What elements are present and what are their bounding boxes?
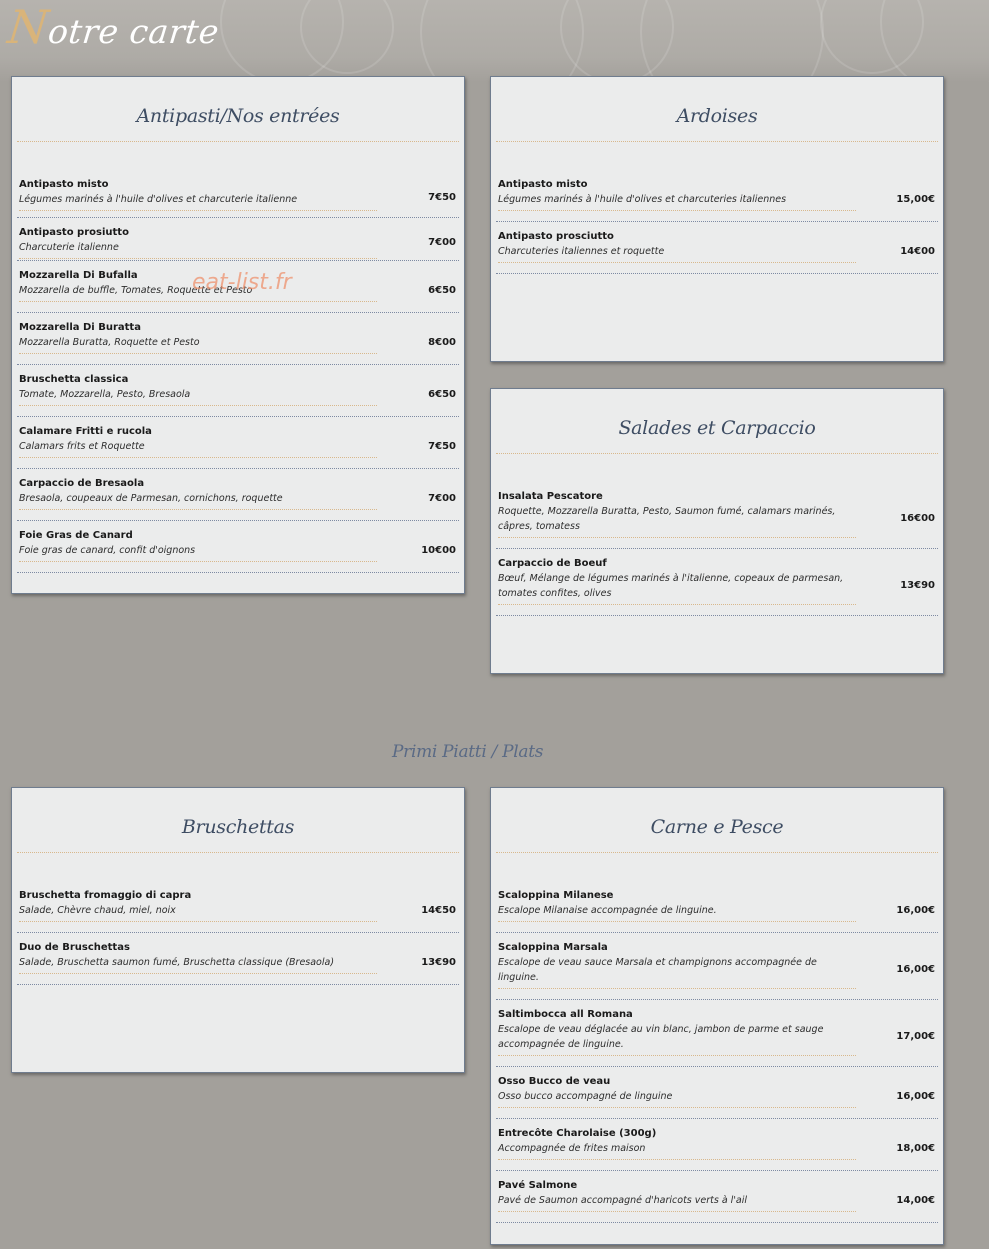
- item-description: Accompagnée de frites maison: [498, 1141, 856, 1160]
- item-description: Tomate, Mozzarella, Pesto, Bresaola: [19, 387, 377, 406]
- item-description: Charcuterie italienne: [19, 240, 377, 259]
- item-price: 17,00€: [896, 1030, 935, 1042]
- item-price: 7€50: [428, 191, 456, 203]
- item-description: Calamars frits et Roquette: [19, 439, 377, 458]
- card-title: Carne e Pesce: [650, 816, 784, 838]
- ornament-swirl: [420, 0, 584, 82]
- item-name: Osso Bucco de veau: [498, 1076, 611, 1087]
- menu-item: [17, 178, 459, 218]
- item-price: 7€00: [428, 492, 456, 504]
- item-price: 14€00: [900, 245, 935, 257]
- card-title: Ardoises: [676, 105, 758, 127]
- ornament-swirl: [880, 0, 989, 82]
- item-price: 15,00€: [896, 193, 935, 205]
- card-title: Bruschettas: [181, 816, 295, 838]
- card-title: Salades et Carpaccio: [618, 417, 816, 439]
- item-name: Carpaccio de Boeuf: [498, 558, 607, 569]
- menu-item: [17, 941, 459, 985]
- item-description: Mozzarella Buratta, Roquette et Pesto: [19, 335, 377, 354]
- menu-item: [496, 178, 938, 222]
- item-price: 16€00: [900, 512, 935, 524]
- item-description: Bœuf, Mélange de légumes marinés à l'italienne, copeaux de parmesan, tomates confites, olives: [498, 571, 856, 605]
- item-price: 10€00: [421, 544, 456, 556]
- item-price: 14€50: [421, 904, 456, 916]
- ornament-swirl: [640, 0, 824, 82]
- item-description: Escalope Milanaise accompagnée de linguine.: [498, 903, 856, 922]
- menu-item: [496, 557, 938, 616]
- item-description: Charcuteries italiennes et roquette: [498, 244, 856, 263]
- item-name: Antipasto prosciutto: [498, 231, 614, 242]
- menu-item: [496, 490, 938, 549]
- page-title-initial: N: [5, 0, 52, 54]
- menu-card-salades: [490, 388, 944, 674]
- menu-card-bruschettas: [11, 787, 465, 1073]
- menu-item: [17, 889, 459, 933]
- item-name: Scaloppina Milanese: [498, 890, 614, 901]
- menu-item: [496, 889, 938, 933]
- item-name: Carpaccio de Bresaola: [19, 478, 145, 489]
- page-title: [5, 0, 222, 54]
- item-name: Mozzarella Di Bufalla: [19, 270, 138, 281]
- item-price: 16,00€: [896, 1090, 935, 1102]
- menu-item: [496, 1179, 938, 1223]
- item-price: 13€90: [421, 956, 456, 968]
- item-description: Légumes marinés à l'huile d'olives et charcuterie italienne: [19, 192, 377, 211]
- item-price: 18,00€: [896, 1142, 935, 1154]
- section-heading: Primi Piatti / Plats: [392, 742, 544, 762]
- page-title-rest: otre carte: [46, 12, 222, 51]
- menu-item: [17, 529, 459, 573]
- item-description: Mozzarella de buffle, Tomates, Roquette et Pesto: [19, 283, 377, 302]
- item-description: Légumes marinés à l'huile d'olives et charcuteries italiennes: [498, 192, 856, 211]
- item-name: Mozzarella Di Buratta: [19, 322, 141, 333]
- menu-item: [496, 941, 938, 1000]
- menu-item: [17, 226, 459, 261]
- item-name: Antipasto misto: [498, 179, 588, 190]
- menu-item: [496, 1075, 938, 1119]
- menu-card-ardoises: [490, 76, 944, 362]
- item-name: Duo de Bruschettas: [19, 942, 130, 953]
- menu-item: [496, 230, 938, 274]
- item-description: Pavé de Saumon accompagné d'haricots verts à l'ail: [498, 1193, 856, 1212]
- item-name: Calamare Fritti e rucola: [19, 426, 152, 437]
- item-name: Scaloppina Marsala: [498, 942, 608, 953]
- menu-item: [17, 477, 459, 521]
- item-price: 6€50: [428, 388, 456, 400]
- card-title: Antipasti/Nos entrées: [136, 105, 340, 127]
- item-price: 8€00: [428, 336, 456, 348]
- item-price: 16,00€: [896, 963, 935, 975]
- item-name: Foie Gras de Canard: [19, 530, 133, 541]
- watermark: eat-list.fr: [192, 270, 292, 295]
- menu-item: [496, 1008, 938, 1067]
- item-name: Bruschetta classica: [19, 374, 129, 385]
- menu-item: [17, 425, 459, 469]
- menu-item: [17, 373, 459, 417]
- item-price: 7€50: [428, 440, 456, 452]
- item-description: Escalope de veau sauce Marsala et champignons accompagnée de linguine.: [498, 955, 856, 989]
- item-price: 16,00€: [896, 904, 935, 916]
- item-name: Insalata Pescatore: [498, 491, 603, 502]
- item-description: Salade, Chèvre chaud, miel, noix: [19, 903, 377, 922]
- item-price: 14,00€: [896, 1194, 935, 1206]
- item-name: Antipasto misto: [19, 179, 109, 190]
- item-description: Escalope de veau déglacée au vin blanc, jambon de parme et sauge accompagnée de linguine.: [498, 1022, 856, 1056]
- item-description: Osso bucco accompagné de linguine: [498, 1089, 856, 1108]
- item-description: Bresaola, coupeaux de Parmesan, cornichons, roquette: [19, 491, 377, 510]
- menu-card-antipasti: [11, 76, 465, 594]
- item-price: 7€00: [428, 236, 456, 248]
- item-price: 13€90: [900, 579, 935, 591]
- menu-item: [496, 1127, 938, 1171]
- item-name: Bruschetta fromaggio di capra: [19, 890, 192, 901]
- menu-card-carne-pesce: [490, 787, 944, 1245]
- item-name: Pavé Salmone: [498, 1180, 578, 1191]
- item-name: Entrecôte Charolaise (300g): [498, 1128, 657, 1139]
- item-description: Salade, Bruschetta saumon fumé, Bruschetta classique (Bresaola): [19, 955, 377, 974]
- item-name: Antipasto prosiutto: [19, 227, 129, 238]
- item-name: Saltimbocca all Romana: [498, 1009, 633, 1020]
- item-price: 6€50: [428, 284, 456, 296]
- menu-item: [17, 321, 459, 365]
- item-description: Roquette, Mozzarella Buratta, Pesto, Saumon fumé, calamars marinés, câpres, tomatess: [498, 504, 856, 538]
- item-description: Foie gras de canard, confit d'oignons: [19, 543, 377, 562]
